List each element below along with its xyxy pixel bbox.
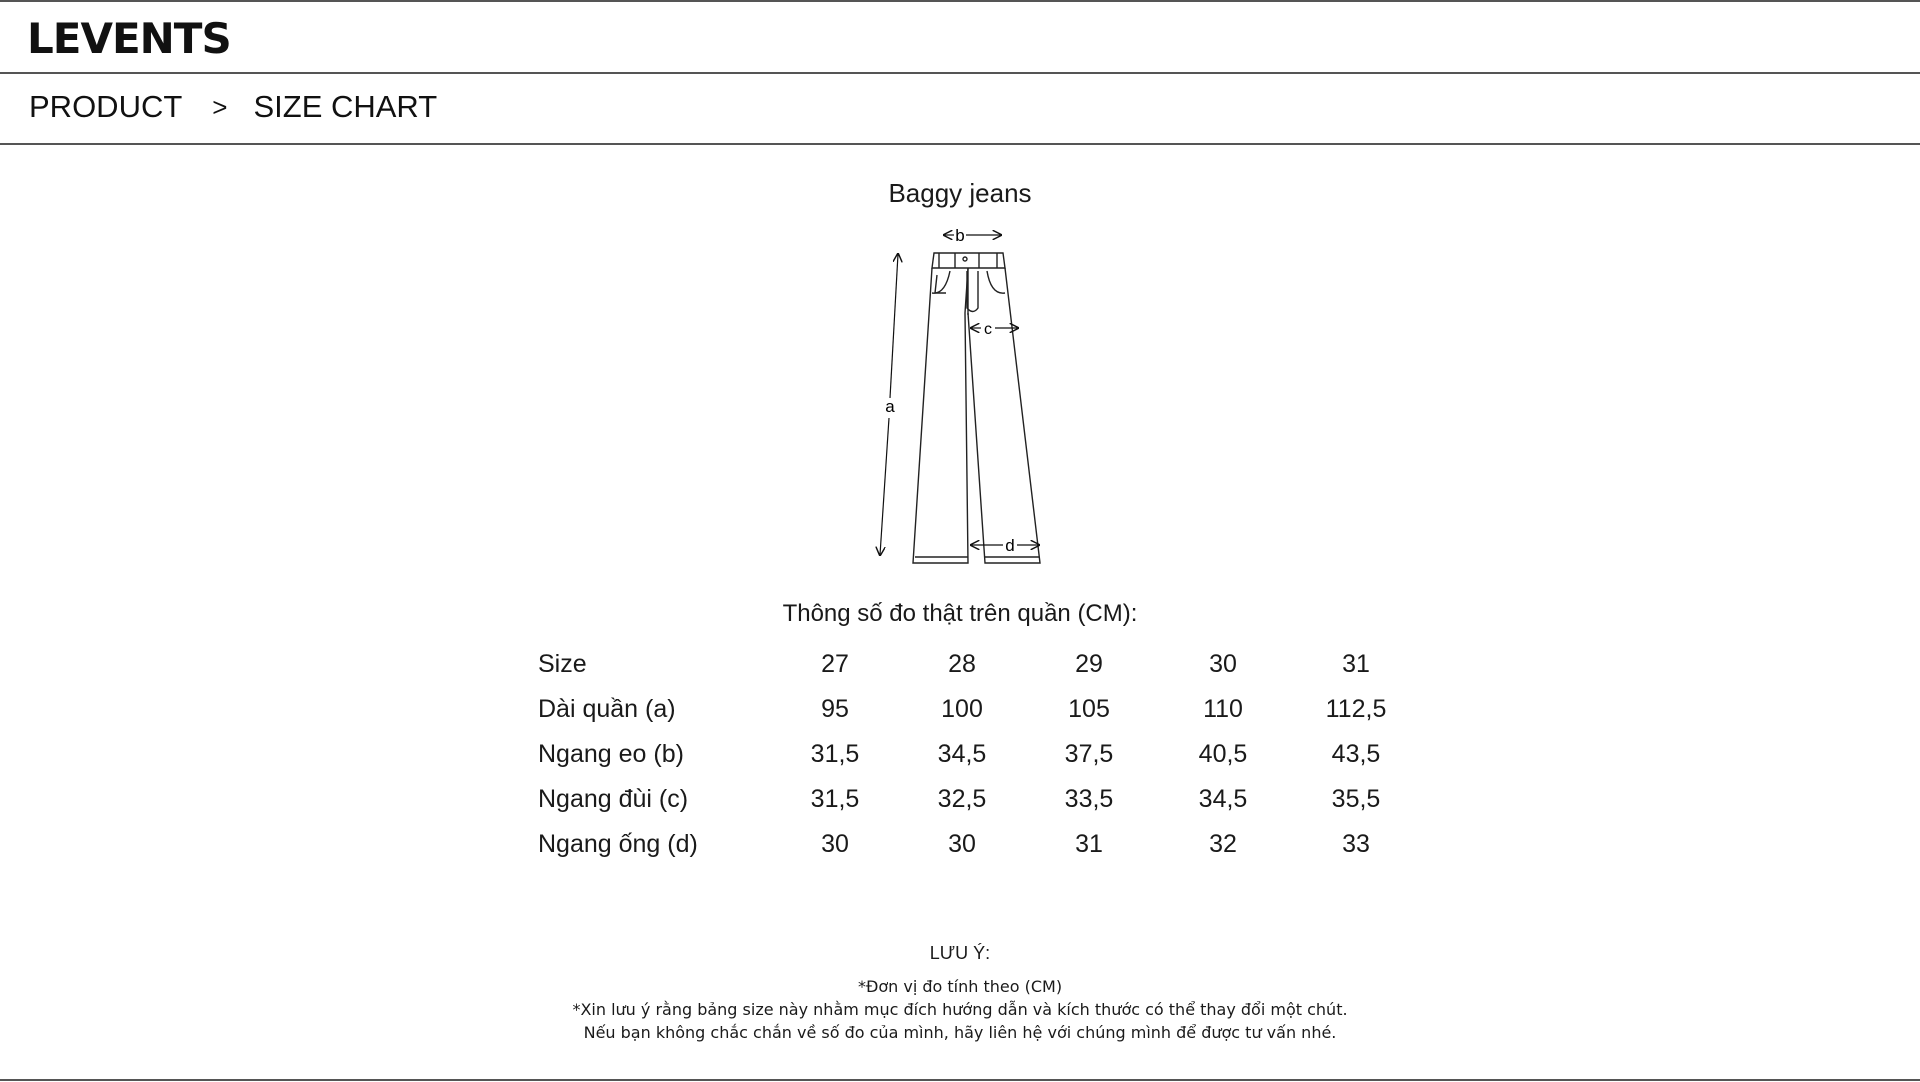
table-cell: 95	[821, 695, 849, 723]
note-line: *Xin lưu ý rằng bảng size này nhằm mục đích hướng dẫn và kích thước có thể thay đổi một chút.	[572, 1000, 1348, 1019]
site-header	[0, 2, 1920, 72]
note-line: Nếu bạn không chắc chắn về số đo của mình, hãy liên hệ với chúng mình để được tư vấn nhé.	[583, 1023, 1337, 1042]
measure-a	[880, 254, 898, 555]
table-row-label: Ngang eo (b)	[538, 740, 684, 768]
diagram-label-a: a	[885, 397, 895, 416]
footer-divider	[0, 1079, 1920, 1081]
table-cell: 30	[948, 830, 976, 858]
note-line: *Đơn vị đo tính theo (CM)	[857, 977, 1063, 996]
product-title: Baggy jeans	[888, 178, 1032, 208]
table-cell: 32	[1209, 830, 1237, 858]
table-row-label: Ngang đùi (c)	[538, 785, 689, 813]
diagram-label-c: c	[984, 321, 992, 338]
jeans-outline-icon	[913, 253, 1040, 563]
table-header-cell: 27	[821, 650, 849, 678]
table-header-cell: Size	[538, 650, 587, 678]
table-cell: 110	[1203, 695, 1243, 723]
table-cell: 34,5	[1198, 785, 1248, 813]
measure-d	[971, 536, 1039, 555]
table-cell: 37,5	[1064, 740, 1114, 768]
diagram-label-d: d	[1005, 536, 1015, 555]
table-cell: 30	[821, 830, 849, 858]
breadcrumb-item-product[interactable]: PRODUCT	[29, 89, 183, 124]
table-cell: 105	[1068, 695, 1110, 723]
table-cell: 40,5	[1198, 740, 1248, 768]
size-table-title: Thông số đo thật trên quần (CM):	[782, 600, 1138, 627]
brand-logo[interactable]: LEVENTS	[27, 14, 231, 63]
table-header-cell: 29	[1075, 650, 1103, 678]
breadcrumb-separator: >	[212, 91, 228, 122]
header-divider	[0, 72, 1920, 74]
table-header-cell: 31	[1342, 650, 1370, 678]
table-cell: 31,5	[810, 740, 860, 768]
table-cell: 31	[1075, 830, 1103, 858]
table-cell: 32,5	[937, 785, 987, 813]
table-cell: 33,5	[1064, 785, 1114, 813]
notes-block	[0, 975, 1920, 1044]
table-header-cell: 30	[1209, 650, 1237, 678]
table-cell: 43,5	[1331, 740, 1381, 768]
breadcrumb	[29, 89, 437, 125]
table-cell: 112,5	[1325, 695, 1387, 723]
table-header-cell: 28	[948, 650, 976, 678]
notes-heading: LƯU Ý:	[929, 943, 991, 963]
table-cell: 31,5	[810, 785, 860, 813]
table-cell: 34,5	[937, 740, 987, 768]
table-row-label: Ngang ống (d)	[538, 830, 698, 858]
breadcrumb-divider	[0, 143, 1920, 145]
diagram-label-b: b	[955, 226, 965, 245]
table-cell: 35,5	[1331, 785, 1381, 813]
table-cell: 100	[941, 695, 983, 723]
table-cell: 33	[1342, 830, 1370, 858]
table-row-label: Dài quần (a)	[538, 695, 676, 723]
jeans-measurement-diagram	[855, 223, 1065, 568]
breadcrumb-item-size-chart: SIZE CHART	[253, 89, 438, 124]
measure-b	[944, 226, 1001, 245]
